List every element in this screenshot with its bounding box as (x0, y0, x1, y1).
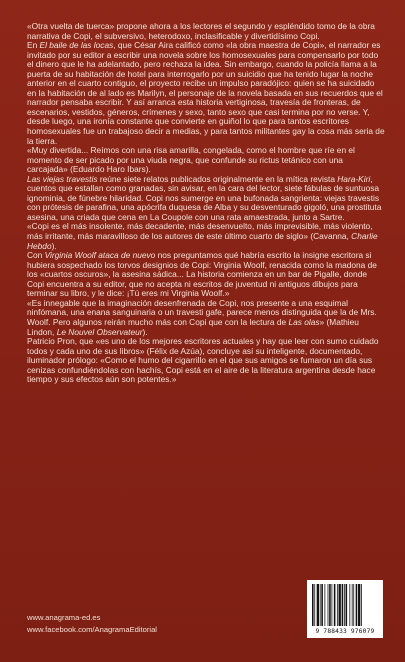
text-run: reúne siete relatos publicados originalmente en la mítica revista (97, 173, 338, 184)
website-link[interactable]: www.anagrama-ed.es (27, 613, 101, 622)
text-run: ). (51, 240, 57, 251)
text-run: , cuentos que estallan como granadas, sin avisar, en la cara del lector, siete fábulas de suntuosa ignominia, de fúnebre hilaridad. Copi nos sumerge en una bufonada sangrienta: viejas travestis con prótesis de parafina, una apócrifa duquesa de Alba y su desventurado gigoló, una prostituta asesina, una criada que cena en La Coupole con una rata amaestrada, junto a Sartre. (27, 173, 382, 222)
blurb-text (27, 22, 385, 385)
blurb-paragraph (27, 299, 385, 337)
italic-title: Virginia Woolf ataca de nuevo (44, 250, 156, 261)
text-run: «Copi es el más insolente, más decadente, más desenvuelto, más imprevisible, más violento, más irritante, más maravilloso de los autores de este último cuarto de siglo» (Cavanna, (27, 221, 373, 242)
blurb-paragraph (27, 222, 385, 251)
blurb-paragraph (27, 175, 385, 223)
text-run: , que César Aira calificó como «la obra maestra de Copi», el narrador es invitado por su editor a escribir una novela sobre los homosexuales para compensarlo por todo el dinero que le ha adelantado, pero rechaza la idea. Sin embargo, cuando la policía llama a la puerta de su habitación de hotel para interrogarlo por un suicidio que ha tenido lugar la noche anterior en el cuarto contiguo, el proyecto recibe un impulso paradójico: quien se ha suicidado en la habitación de al lado es Marilyn, el personaje de la novela basada en sus recuerdos que el narrador pensaba escribir. Y así arranca esta historia vertiginosa, travesía de fronteras, de escenarios, vestidos, géneros, crímenes y sexo, tanto sexo que casi termina por no verse. Y, desde luego, una ironía constante que convierte en guiñol lo que para tantos escritores homosexuales fue un trabajoso decir a medias, y para tantos militantes gay la cosa más seria de la tierra. (27, 40, 385, 146)
barcode-bars (312, 584, 378, 626)
blurb-paragraph (27, 22, 385, 41)
italic-title: Le Nouvel Observateur (56, 326, 143, 337)
italic-title: Charlie Hebdo (27, 231, 378, 251)
text-run: En (27, 40, 40, 51)
blurb-paragraph (27, 146, 385, 175)
text-run: Patricio Pron, que «es uno de los mejores escritores actuales y hay que leer con sumo cuidado todos y cada uno de sus libros» (Félix de Azúa), concluye así su inteligente, documentado, iluminador prólogo: «Como el humo del cigarrillo en el que sus amigos se fumaron un día sus cenizas confundiéndolas con hachís, Copi está en el aire de la literatura argentina desde hace tiempo y sus efectos aún son potentes.» (27, 336, 379, 385)
italic-title: Hara-Kiri (337, 173, 371, 184)
blurb-paragraph (27, 337, 385, 385)
text-run: nos preguntamos qué habría escrito la insigne escritora si hubiera sospechado los torvos designios de Copi: Virginia Woolf, renacida como la madona de los «cuartos oscuros», la asesina sádica... La historia comienza en un bar de Pigalle, donde Copi encuentra a su editor, que no acepta ni escritos de juventud ni antiguos dibujos para terminar su libro, y le dice: ¡Tú eres mi Virginia Woolf.» (27, 250, 377, 299)
isbn-number: 9 788433 976079 (315, 628, 375, 635)
text-run: » (Mathieu Lindon, (27, 316, 359, 337)
text-run: «Muy divertida... Reímos con una risa amarilla, congelada, como el hombre que ríe en el momento de ser picado por una viuda negra, que confunde su rictus tetánico con una carcajada» (Eduardo Haro Ibars). (27, 145, 355, 175)
text-run: ). (142, 326, 148, 337)
facebook-link[interactable]: www.facebook.com/AnagramaEditorial (27, 625, 157, 634)
publisher-links (27, 612, 157, 636)
blurb-paragraph (27, 251, 385, 299)
blurb-paragraph (27, 41, 385, 146)
italic-title: Las olas (288, 316, 320, 327)
italic-title: Las viejas travestis (27, 173, 98, 184)
text-run: «Otra vuelta de tuerca» propone ahora a los lectores el segundo y espléndido tomo de la obra narrativa de Copi, el subversivo, heterodoxo, inclasificable y divertidísimo Copi. (27, 21, 375, 41)
italic-title: El baile de las locas (39, 40, 114, 51)
isbn-barcode (307, 580, 383, 638)
text-run: «Es innegable que la imaginación desenfrenada de Copi, nos presente a una esquimal ninfómana, una enana sanguinaria o un travesti gafe, parece menos distinguida que la de Mrs. Woolf. Pero algunos reirán mucho más con Copi que con la lectura de (27, 297, 377, 327)
text-run: Con (27, 250, 45, 261)
